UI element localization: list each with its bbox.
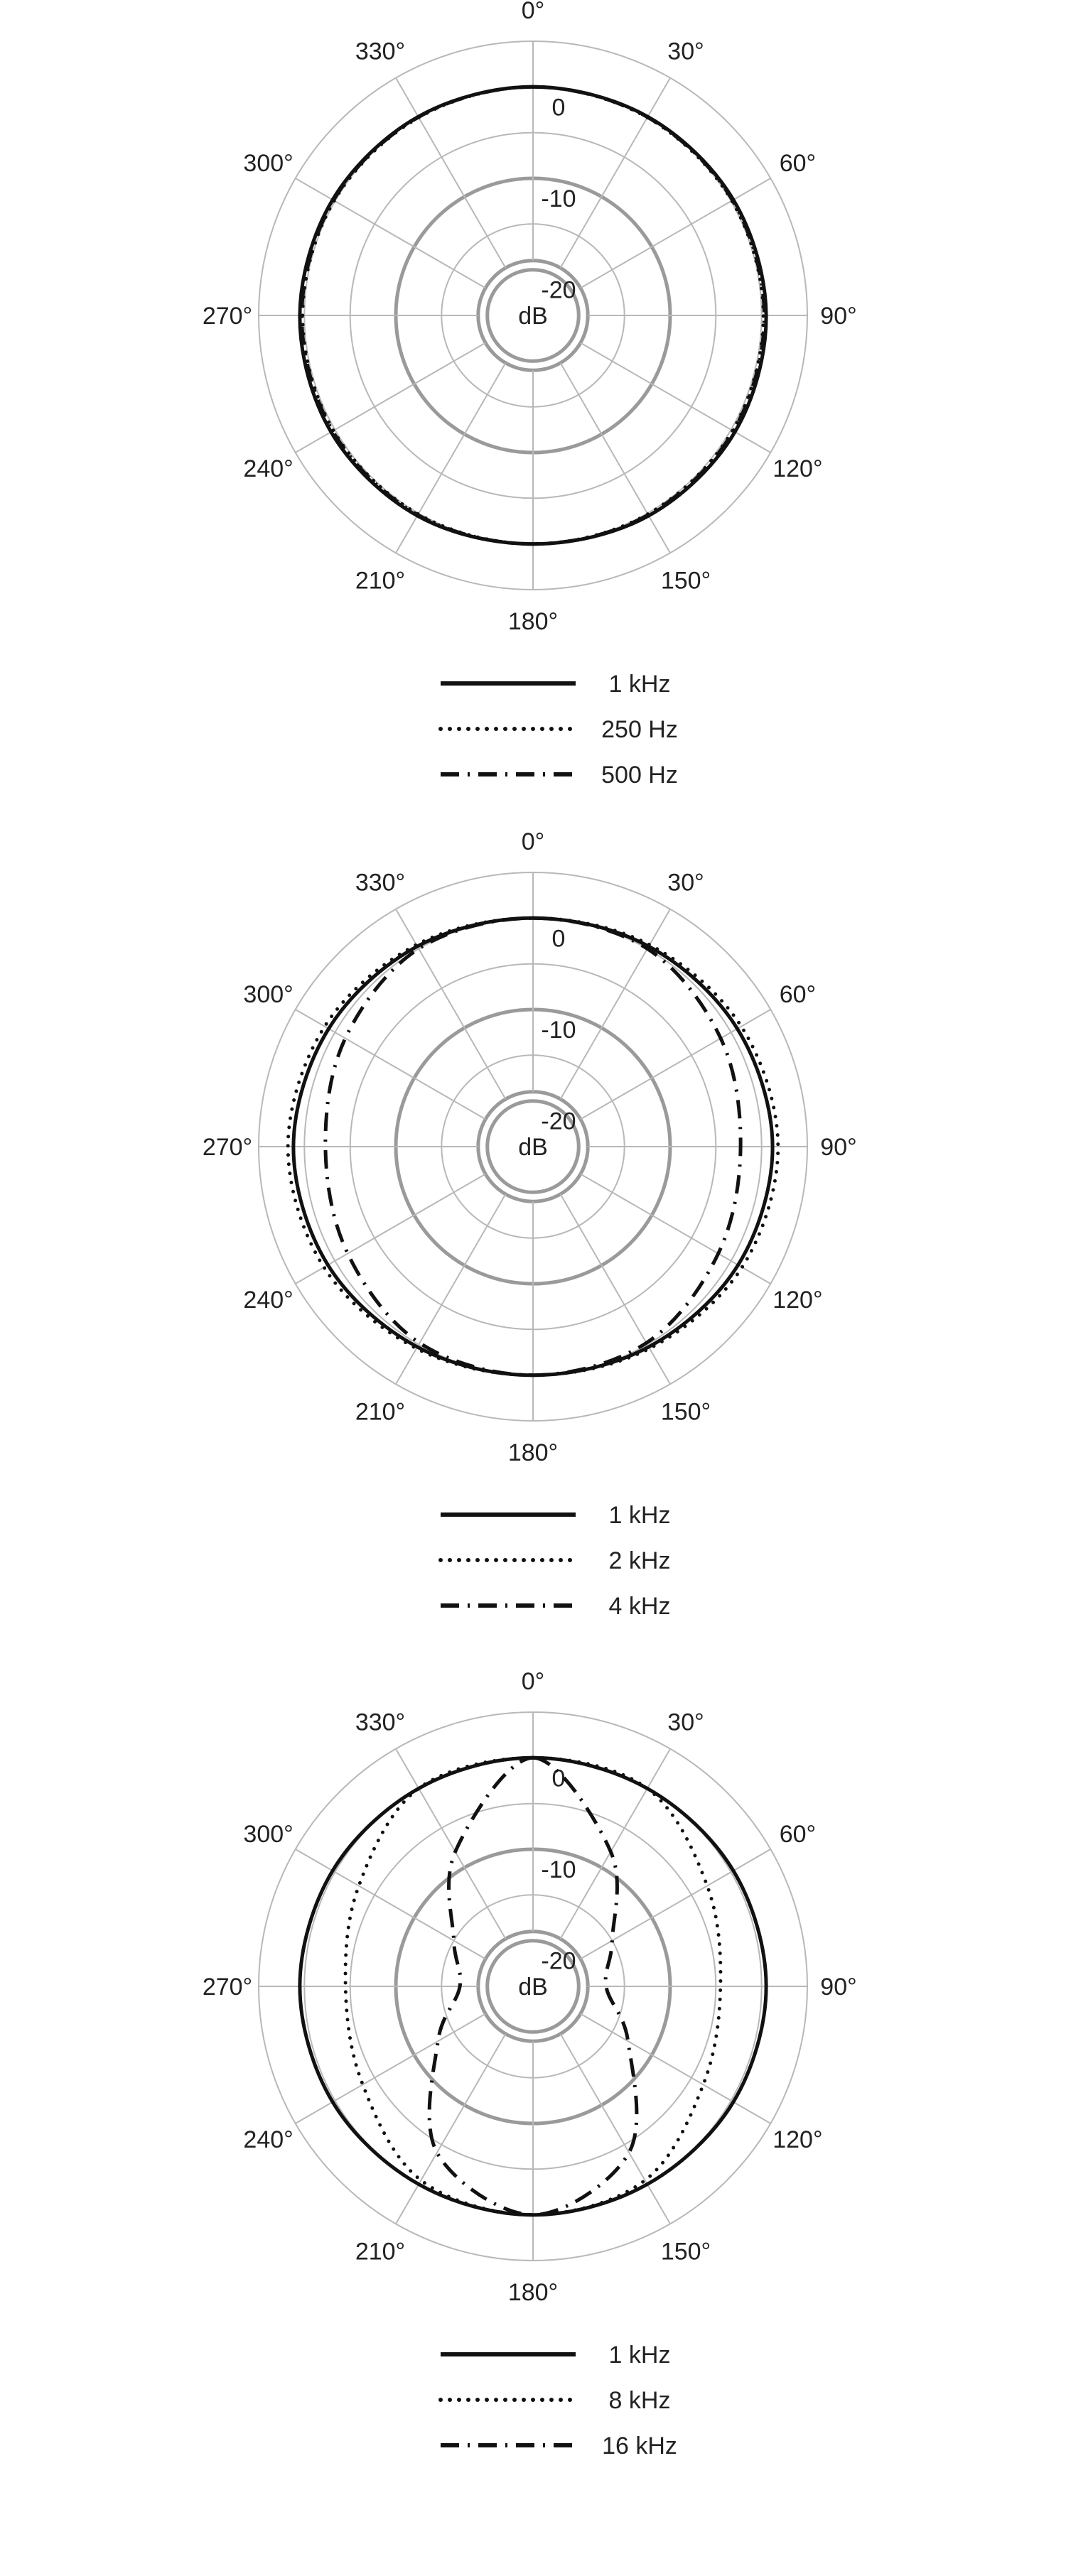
grid-spoke	[296, 1010, 485, 1119]
angle-tick-label: 120°	[772, 1287, 823, 1314]
grid-spoke	[581, 178, 770, 288]
legend-label: 4 kHz	[608, 1593, 671, 1620]
legend-label: 1 kHz	[608, 1502, 671, 1529]
polar-chart-1	[203, 0, 857, 789]
radial-tick-label: -10	[541, 1856, 576, 1883]
radial-tick-label: -20	[541, 1947, 576, 1975]
angle-tick-label: 240°	[243, 2126, 294, 2153]
grid-spoke	[296, 1849, 485, 1959]
radial-tick-label: 0	[551, 94, 566, 121]
angle-tick-label: 30°	[667, 1709, 704, 1736]
grid-spoke	[296, 178, 485, 288]
angle-tick-label: 120°	[772, 2126, 823, 2153]
angle-tick-label: 180°	[507, 608, 559, 635]
grid-spoke	[561, 363, 670, 553]
radial-tick-label: -10	[541, 185, 576, 212]
radial-tick-label: -20	[541, 276, 576, 304]
legend-label: 250 Hz	[601, 716, 678, 743]
angle-tick-label: 210°	[355, 2238, 406, 2266]
radial-tick-label: -10	[541, 1017, 576, 1044]
angle-tick-label: 270°	[202, 1134, 253, 1161]
angle-tick-label: 120°	[772, 455, 823, 482]
angle-tick-label: 30°	[667, 38, 704, 65]
polar-chart-2	[203, 828, 857, 1620]
angle-tick-label: 330°	[355, 1709, 406, 1736]
angle-tick-label: 90°	[820, 303, 857, 330]
radial-tick-label: -20	[541, 1108, 576, 1135]
angle-tick-label: 300°	[243, 981, 294, 1008]
angle-tick-label: 210°	[355, 567, 406, 595]
legend-label: 2 kHz	[608, 1547, 671, 1574]
angle-tick-label: 150°	[660, 2238, 711, 2266]
angle-tick-label: 60°	[779, 981, 817, 1008]
polar-chart-3	[203, 1668, 857, 2459]
angle-tick-label: 90°	[820, 1134, 857, 1161]
legend-label: 500 Hz	[601, 762, 678, 789]
angle-tick-label: 270°	[202, 1974, 253, 2001]
grid-spoke	[561, 909, 670, 1099]
center-unit-label: dB	[518, 1974, 548, 2001]
angle-tick-label: 0°	[521, 828, 545, 855]
grid-spoke	[296, 343, 485, 453]
grid-spoke	[396, 1194, 505, 1384]
angle-tick-label: 330°	[355, 38, 406, 65]
angle-tick-label: 300°	[243, 150, 294, 177]
angle-tick-label: 240°	[243, 1287, 294, 1314]
angle-tick-label: 150°	[660, 567, 711, 595]
angle-tick-label: 0°	[521, 0, 545, 24]
grid-spoke	[296, 2014, 485, 2123]
legend-label: 16 kHz	[602, 2432, 677, 2459]
angle-tick-label: 180°	[507, 1439, 559, 1466]
grid-spoke	[561, 78, 670, 268]
grid-spoke	[396, 363, 505, 553]
angle-tick-label: 90°	[820, 1974, 857, 2001]
radial-tick-label: 0	[551, 925, 566, 953]
angle-tick-label: 210°	[355, 1398, 406, 1426]
grid-spoke	[561, 1749, 670, 1939]
grid-spoke	[581, 1010, 770, 1119]
angle-tick-label: 240°	[243, 455, 294, 482]
angle-tick-label: 60°	[779, 150, 817, 177]
angle-tick-label: 30°	[667, 869, 704, 897]
angle-tick-label: 60°	[779, 1821, 817, 1848]
grid-spoke	[561, 1194, 670, 1384]
grid-spoke	[581, 343, 770, 453]
grid-spoke	[561, 2034, 670, 2224]
angle-tick-label: 300°	[243, 1821, 294, 1848]
grid-spoke	[396, 909, 505, 1099]
grid-spoke	[581, 1849, 770, 1959]
angle-tick-label: 330°	[355, 869, 406, 897]
radial-tick-label: 0	[551, 1765, 566, 1792]
angle-tick-label: 150°	[660, 1398, 711, 1426]
legend-label: 1 kHz	[608, 671, 671, 698]
angle-tick-label: 0°	[521, 1668, 545, 1695]
legend-label: 8 kHz	[608, 2387, 671, 2414]
legend-label: 1 kHz	[608, 2342, 671, 2369]
center-unit-label: dB	[518, 303, 548, 330]
angle-tick-label: 180°	[507, 2279, 559, 2306]
grid-spoke	[396, 2034, 505, 2224]
grid-spoke	[396, 78, 505, 268]
grid-spoke	[581, 2014, 770, 2123]
center-unit-label: dB	[518, 1134, 548, 1161]
angle-tick-label: 270°	[202, 303, 253, 330]
